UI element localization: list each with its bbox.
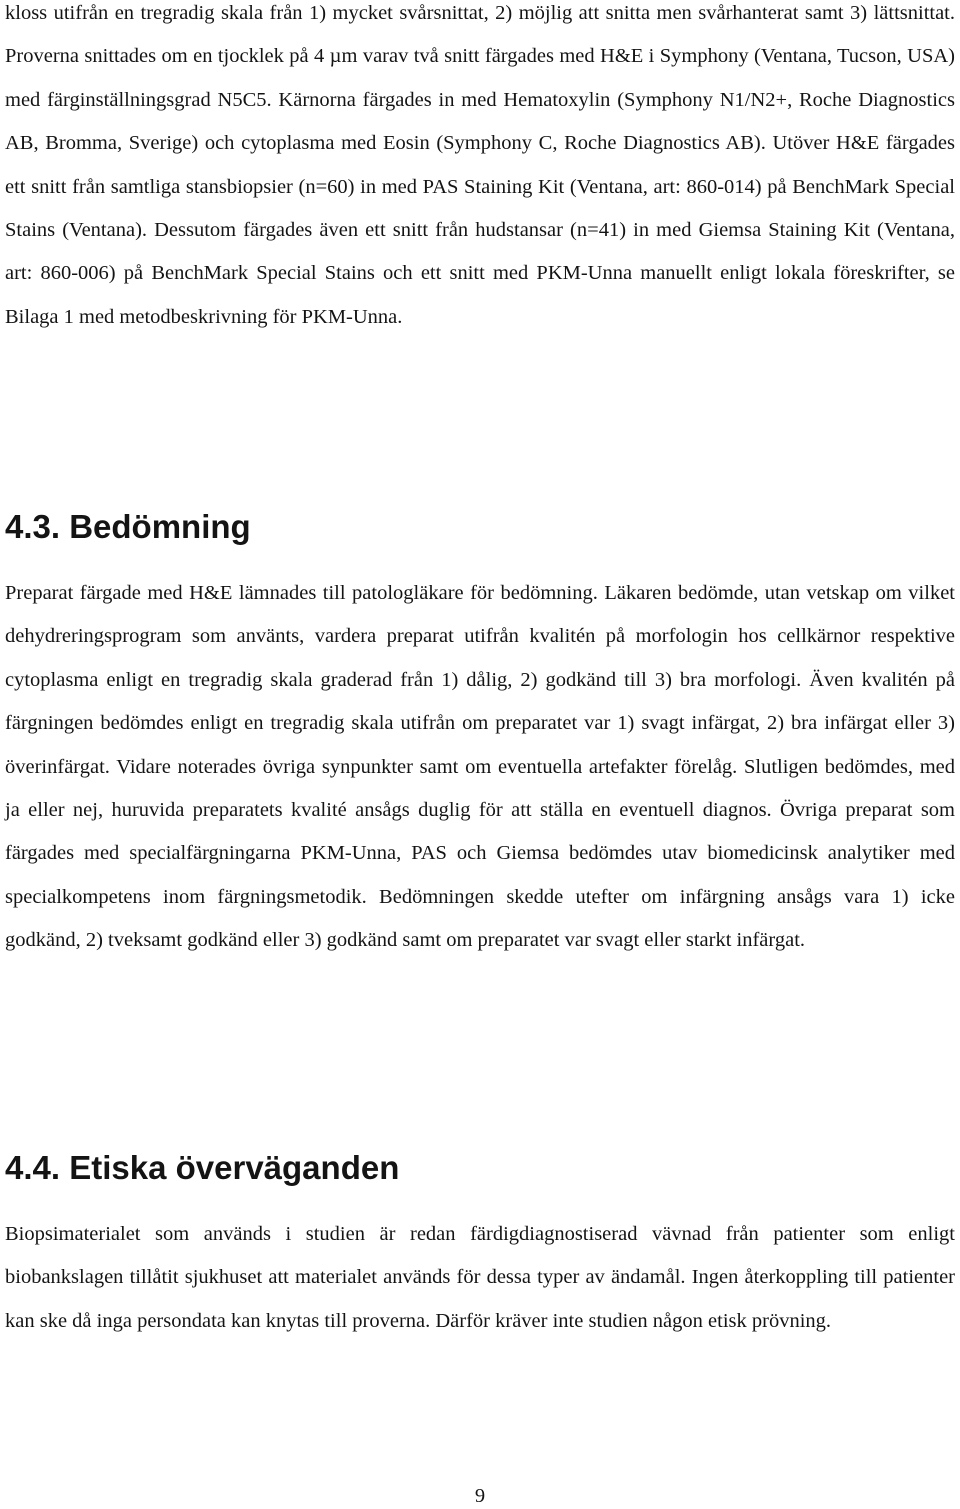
section-heading-bedomning: 4.3. Bedömning [5, 508, 251, 545]
body-paragraph-methods: kloss utifrån en tregradig skala från 1) mycket svårsnittat, 2) möjlig att snitta men svårhanterat samt 3) lättsnittat. Proverna snittades om en tjocklek på 4 µm varav två snitt färgades med H&E i Symphony (Ventana, Tucson, USA) med färginställningsgrad N5C5. Kärnorna färgades in med Hematoxylin (Symphony N1/N2+, Roche Diagnostics AB, Bromma, Sverige) och cytoplasma med Eosin (Symphony C, Roche Diagnostics AB). Utöver H&E färgades ett snitt från samtliga stansbiopsier (n=60) in med PAS Staining Kit (Ventana, art: 860-014) på BenchMark Special Stains (Ventana). Dessutom färgades även ett snitt från hudstansar (n=41) in med Giemsa Staining Kit (Ventana, art: 860-006) på BenchMark Special Stains och ett snitt med PKM-Unna manuellt enligt lokala föreskrifter, se Bilaga 1 med metodbeskrivning för PKM-Unna. [5, 2, 955, 328]
page-number: 9 [474, 1485, 486, 1507]
document-page [5, 0, 955, 1509]
body-paragraph-bedomning: Preparat färgade med H&E lämnades till patologläkare för bedömning. Läkaren bedömde, utan vetskap om vilket dehydreringsprogram som använts, vardera preparat utifrån kvalitén på morfologin hos cellkärnor respektive cytoplasma enligt en tregradig skala graderad från 1) dålig, 2) godkänd till 3) bra morfologi. Även kvalitén på färgningen bedömdes enligt en tregradig skala utifrån om preparatet var 1) svagt infärgat, 2) bra infärgat eller 3) överinfärgat. Vidare noterades övriga synpunkter samt om eventuella artefakter förelåg. Slutligen bedömdes, med ja eller nej, huruvida preparatets kvalité ansågs duglig för att ställa en eventuell diagnos. Övriga preparat som färgades med specialfärgningarna PKM-Unna, PAS och Giemsa bedömdes utav biomedicinsk analytiker med specialkompetens inom färgningsmetodik. Bedömningen skedde utefter om infärgning ansågs vara 1) icke godkänd, 2) tveksamt godkänd eller 3) godkänd samt om preparatet var svagt eller starkt infärgat. [5, 582, 955, 952]
body-paragraph-etiska-overvaganden: Biopsimaterialet som används i studien är redan färdigdiagnostiserad vävnad från patienter som enligt biobankslagen tillåtit sjukhuset att materialet används för dessa typer av ändamål. Ingen återkoppling till patienter kan ske då inga persondata kan knytas till proverna. Därför kräver inte studien någon etisk prövning. [5, 1223, 955, 1332]
section-heading-etiska-overvaganden: 4.4. Etiska överväganden [5, 1149, 400, 1186]
